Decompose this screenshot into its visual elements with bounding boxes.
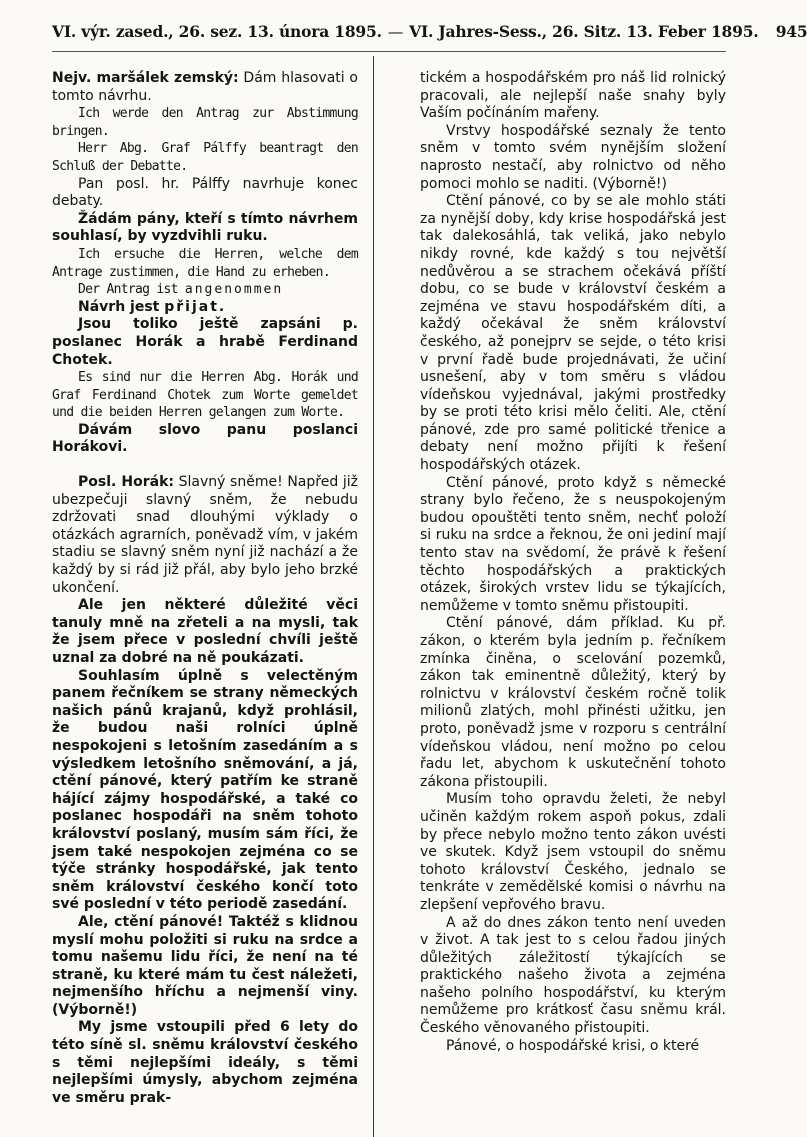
paragraph-text: Ale jen některé důležité věci tanuly mně na zřeteli a na mysli, tak že jsem přece v poslední chvíli ještě uznal za dobré na ně poukázati. [52,597,358,666]
paragraph [52,422,358,457]
paragraph [52,105,358,140]
paragraph-text: Ale, ctění pánové! Taktéž s klidnou myslí mohu položiti si ruku na srdce a tomu našemu lidu říci, že není na té straně, ku které mám tu čest náležeti, nejmenšího hříchu a nejmenší viny. (Výborně!) [52,913,358,1018]
left-column [52,70,358,1107]
running-header [52,22,807,52]
paragraph [52,176,358,211]
paragraph-text: Ich ersuche die Herren, welche dem Antrage zustimmen, die Hand zu erheben. [52,246,358,280]
paragraph [52,316,358,369]
header-separator: — [387,23,404,41]
paragraph [52,211,358,246]
paragraph [52,914,358,1020]
page-number: 945 [775,22,807,41]
paragraph [52,1019,358,1107]
paragraph-text: Pan posl. hr. Pálffy navrhuje konec debaty. [52,175,358,210]
paragraph-text: Ctění pánové, proto když s německé strany bylo řečeno, že s neuspokojeným budou opouštěti tento sněm, nechť položí si ruku na srdce a řeknou, že oni jediní mají tento stav na svědomí, že právě k řešení těchto hospodářských a praktických otázek, širokých vrstev lidu se týkajících, nemůžeme v tomto sněmu přistoupiti. [420,474,726,614]
paragraph-text: Es sind nur die Herren Abg. Horák und Graf Ferdinand Chotek zum Worte gemeldet und die beiden Herren gelangen zum Worte. [52,370,358,421]
header-czech: VI. výr. zased., 26. sez. 13. února 1895. [52,22,382,41]
paragraph [420,791,726,914]
paragraph [52,70,358,105]
paragraph [420,70,726,123]
paragraph [52,140,358,175]
text-columns [52,70,726,1107]
paragraph-text: Herr Abg. Graf Pálffy beantragt den Schluß der Debatte. [52,141,358,174]
paragraph [52,597,358,667]
paragraph-text: Souhlasím úplně s velectěným panem řečníkem se strany německých našich pánů krajanů, když prohlásil, že budou naši rolníci úplně nespokojeni s letošním zasedáním a s výsledkem letošního sněmování, a já, ctění pánové, který patřím ke straně hájící zájmy hospodářské, a také co poslanec hospodáři na sněm tohoto království poslaný, musím sám říci, že jsem také nespokojen zejména co se týče stránky hospodářské, jak tento sněm království českého končí toto své poslední v této periodě zasedání. [52,667,358,913]
paragraph [52,281,358,299]
paragraph-text: angenommen [184,282,284,298]
paragraph-text: Ich werde den Antrag zur Abstimmung bringen. [52,106,358,139]
paragraph [52,246,358,281]
paragraph [420,193,726,475]
paragraph [52,299,358,317]
header-german-text: VI. Jahres-Sess., 26. Sitz. 13. Feber 1895. [409,22,759,41]
paragraph-text: Musím toho opravdu želeti, že nebyl učiněn každým rokem aspoň pokus, zdali by přece nebylo možno tento zákon uvésti ve skutek. Když jsem vstoupil do sněmu tohoto království Českého, jednalo se tenkráte v zemědělské komisi o návrhu na zlepšení vepřového bravu. [420,791,726,913]
paragraph-text: Žádám pány, kteří s tímto návrhem souhlasí, by vyzdvihli ruku. [52,210,358,245]
paragraph [52,474,358,597]
paragraph-text: Slavný sněme! Napřed již ubezpečuji slavný sněm, že nebudu zdržovati snad dlouhými výklady o otázkách agrarních, poněvadž vím, v jakém stadiu se slavný sněm nyní již nachází a že každý by si rád již přál, aby bylo jeho brzké ukončení. [52,474,358,596]
paragraph [52,668,358,914]
paragraph-text: My jsme vstoupili před 6 lety do této síně sl. sněmu království českého s těmi nejlepšími ideály, s těmi nejlepšími úmysly, abychom zejména ve směru prak- [52,1019,358,1106]
paragraph [52,369,358,422]
right-column [420,70,726,1107]
paragraph-text: Pánové, o hospodářské krisi, o které [446,1037,700,1054]
paragraph [420,915,726,1038]
paragraph-text: Ctění pánové, co by se ale mohlo státi za nynější doby, kdy krise hospodářská jest tak dalekosáhlá, tak veliká, jako nebylo nikdy rovné, kde každý s tou největší nedůvěrou a se strachem očekává příští dobu, co se bude v království českém a zejména ve stavu hospodářském díti, a každý očekával že sněm království českého, až ponejprv se sejde, o této krisi v první řadě bude projednávati, že učiní usnešení, aby v tom směru s vládou vídeňskou vyjednával, jakými prostředky by se proti této krisi mělo čeliti. Ale, ctění pánové, zde pro samé politické třenice a debaty není možno přijíti k řešení hospodářských otázek. [420,193,726,474]
paragraph [420,1038,726,1056]
header-german [409,22,807,41]
paragraph-text: přijat. [164,298,227,315]
column-divider [373,56,374,1137]
paragraph-text: Dám hlasovati o tomto návrhu. [52,70,358,104]
paragraph-text: tickém a hospodářském pro náš lid rolnický pracovali, ale nejlepší naše snahy byly Vaším počínáním mařeny. [420,70,726,122]
paragraph-text: Dávám slovo panu poslanci Horákovi. [52,421,358,456]
paragraph [420,475,726,616]
speaker-label: Posl. Horák: [78,474,174,491]
paragraph-text: Vrstvy hospodářské seznaly že tento sněm v tomto svém nynějším složení naprosto nestačí, aby rolnictvo od něho pomoci mohlo se naditi. (Výborně!) [420,122,726,192]
paragraph-text: Ctění pánové, dám příklad. Ku př. zákon, o kterém byla jedním p. řečníkem zmínka činěna, o scelování pozemků, zákon tak eminentně důležitý, který by rolnictvu v království českém ročně tolik milionů zlatých, mohl přinésti užitku, jen proto, poněvadž jsme v rozporu s centrální vídeňskou vládou, není možno po celou řadu let, abychom k uskutečnění tohoto zákona přistoupili. [420,615,726,790]
paragraph-text: Jsou toliko ještě zapsáni p. poslanec Horák a hrabě Ferdinand Chotek. [52,316,358,368]
speaker-label: Der Antrag ist [78,282,185,298]
paragraph-text: A až do dnes zákon tento není uveden v život. A tak jest to s celou řadou jiných důležitých záležitostí týkajících se praktického našeho života a zejména našeho polního hospodářství, ku kterým nemůžeme pro krátkosť času sněmu král. Českého věnovaného přistoupiti. [420,914,726,1037]
speaker-label: Návrh jest [78,298,165,315]
paragraph [420,123,726,193]
speaker-label: Nejv. maršálek zemský: [52,70,239,86]
paragraph [420,615,726,791]
